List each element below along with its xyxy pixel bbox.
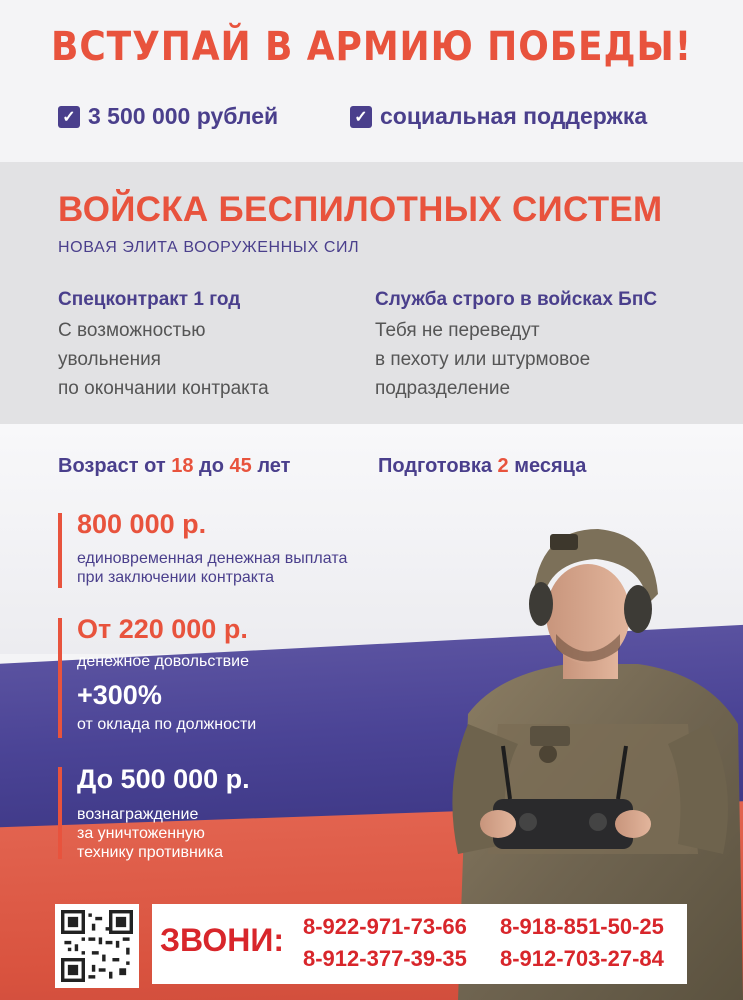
text-line: единовременная денежная выплата [77,550,348,567]
training-suffix: месяца [508,455,587,477]
age-mid: до [193,455,230,477]
phone-number[interactable]: 8-922-971-73-66 [303,914,467,939]
training-prefix: Подготовка [378,455,498,477]
signing-bonus-description [77,549,347,587]
check-icon: ✓ [58,106,80,128]
text-line: в пехоту или штурмовое [375,349,591,370]
hero-title: ВСТУПАЙ В АРМИЮ ПОБЕДЫ! [50,24,693,70]
phone-number[interactable]: 8-912-377-39-35 [303,946,467,971]
age-suffix: лет [251,455,291,477]
signing-bonus-amount: 800 000 р. [77,509,207,539]
phone-number[interactable]: 8-912-703-27-84 [500,946,664,971]
text-line: при заключении контракта [77,569,274,586]
age-requirement [58,455,290,478]
phone-number[interactable]: 8-918-851-50-25 [500,914,664,939]
age-to: 45 [229,455,252,477]
text-line: подразделение [375,378,511,399]
section-title: ВОЙСКА БЕСПИЛОТНЫХ СИСТЕМ [58,190,663,229]
text-line: Тебя не переведут [375,320,540,341]
text-line: по окончании контракта [58,378,269,399]
qr-code-icon[interactable] [55,904,139,988]
contract-text [58,316,269,403]
service-text [375,316,590,403]
check-icon: ✓ [350,106,372,128]
age-prefix: Возраст от [58,455,172,477]
text-line: технику противника [77,844,223,861]
call-label: ЗВОНИ: [160,922,285,958]
age-from: 18 [171,455,194,477]
training-value: 2 [497,455,509,477]
salary-description: денежное довольствие [77,653,250,670]
training-duration [378,455,586,478]
salary-bonus-description: от оклада по должности [77,716,257,733]
perk-label: 3 500 000 рублей [88,103,279,129]
salary-bonus: +300% [77,680,162,710]
contract-heading: Спецконтракт 1 год [58,289,241,310]
accent-bar [58,767,62,859]
text-line: вознаграждение [77,806,199,823]
service-heading: Служба строго в войсках БпС [375,289,658,310]
text-line: С возможностью [58,320,206,341]
text-line: за уничтоженную [77,825,205,842]
perk-money [58,103,278,130]
perk-social-support [350,103,647,130]
section-subtitle: НОВАЯ ЭЛИТА ВООРУЖЕННЫХ СИЛ [58,239,360,256]
accent-bar [58,513,62,588]
reward-description [77,805,223,862]
reward-amount: До 500 000 р. [77,764,250,794]
salary-amount: От 220 000 р. [77,614,248,644]
perk-label: социальная поддержка [380,103,648,129]
accent-bar [58,618,62,738]
text-line: увольнения [58,349,161,370]
